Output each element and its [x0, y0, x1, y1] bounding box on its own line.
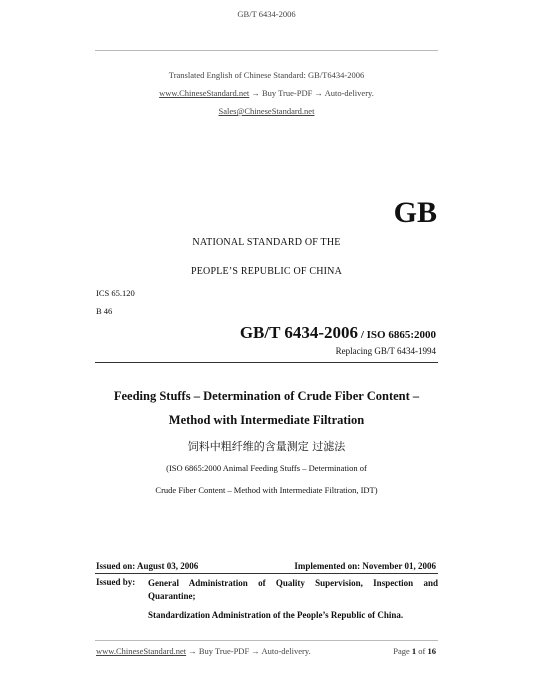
- national-standard-line2: PEOPLE’S REPUBLIC OF CHINA: [190, 266, 343, 277]
- page-total: 16: [427, 646, 436, 656]
- issue-divider: [95, 573, 438, 574]
- ccs-code: B 46: [96, 306, 113, 316]
- site-link[interactable]: www.ChineseStandard.net: [159, 88, 250, 98]
- title-divider: [95, 362, 438, 363]
- iso-title-line2: Crude Fiber Content – Method with Intermediate Filtration, IDT): [155, 485, 378, 495]
- issued-by-label: Issued by:: [96, 577, 136, 587]
- ics-code: ICS 65.120: [96, 288, 135, 298]
- issued-by-second: Standardization Administration of the People’s Republic of China.: [148, 610, 404, 620]
- header-divider: [95, 50, 438, 51]
- purchase-links: [0, 88, 533, 98]
- standard-number-main: GB/T 6434-2006: [239, 323, 359, 342]
- iso-title-line1: (ISO 6865:2000 Animal Feeding Stuffs – Determination of: [166, 463, 367, 473]
- page-current: 1: [411, 646, 417, 656]
- page-label: Page: [393, 646, 412, 656]
- document-title-chinese: 饲料中粗纤维的含量测定 过滤法: [187, 440, 346, 453]
- issued-by-body: General Administration of Quality Supervision, Inspection and Quarantine;: [148, 578, 438, 601]
- page-of: of: [416, 646, 428, 656]
- implemented-on-date: Implemented on: November 01, 2006: [294, 561, 436, 571]
- translation-note: Translated English of Chinese Standard: GB/T6434-2006: [168, 70, 365, 80]
- page-number: [393, 646, 436, 656]
- document-title-line1: Feeding Stuffs – Determination of Crude Fiber Content –: [113, 389, 420, 403]
- issued-on-date: Issued on: August 03, 2006: [96, 561, 199, 571]
- standard-number: [240, 323, 436, 343]
- footer-suffix: → Buy True-PDF → Auto-delivery.: [186, 646, 311, 656]
- email-link[interactable]: Sales@ChineseStandard.net: [218, 106, 315, 116]
- running-header: GB/T 6434-2006: [237, 9, 296, 19]
- document-title-line2: Method with Intermediate Filtration: [168, 413, 365, 427]
- footer-site-link[interactable]: www.ChineseStandard.net: [96, 646, 187, 656]
- footer-links: [96, 646, 311, 656]
- sales-email: [0, 106, 533, 116]
- footer-divider: [95, 640, 438, 641]
- links-suffix: → Buy True-PDF → Auto-delivery.: [249, 88, 374, 98]
- national-standard-line1: NATIONAL STANDARD OF THE: [192, 237, 341, 248]
- gb-logo: GB: [393, 196, 437, 229]
- replacing-note: Replacing GB/T 6434-1994: [335, 346, 436, 356]
- iso-reference: / ISO 6865:2000: [358, 329, 436, 341]
